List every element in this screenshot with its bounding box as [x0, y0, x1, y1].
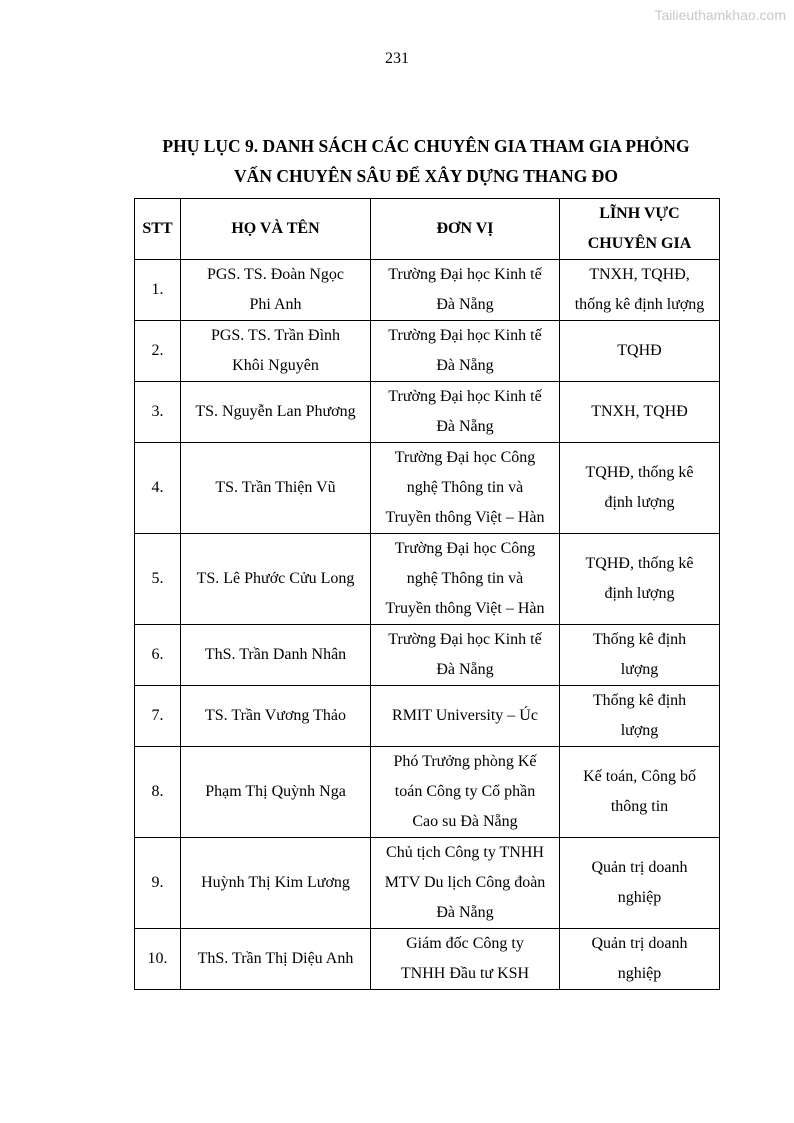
cell-name-line: PGS. TS. Đoàn Ngọc — [206, 266, 345, 283]
cell-name-line: PGS. TS. Trần Đình — [210, 327, 341, 344]
cell-name — [181, 534, 371, 625]
table-body — [135, 260, 720, 990]
cell-name — [181, 747, 371, 838]
cell-field-line: TNXH, TQHĐ, — [589, 266, 690, 283]
table-row — [135, 260, 720, 321]
cell-unit-line: Trường Đại học Kinh tế — [388, 327, 542, 344]
cell-unit-line: Phó Trưởng phòng Kế — [393, 753, 537, 770]
cell-unit-line: nghệ Thông tin và — [406, 479, 524, 496]
cell-stt: 3. — [135, 382, 181, 443]
cell-unit-line: Giám đốc Công ty — [406, 935, 524, 952]
cell-name-line: Khôi Nguyên — [232, 357, 319, 374]
table-row — [135, 443, 720, 534]
cell-stt: 5. — [135, 534, 181, 625]
cell-name-line: ThS. Trần Danh Nhân — [204, 646, 347, 663]
cell-name-line: TS. Trần Vương Thảo — [204, 707, 346, 724]
cell-stt: 6. — [135, 625, 181, 686]
title-line-1: PHỤ LỤC 9. DANH SÁCH CÁC CHUYÊN GIA THAM GIA PHỎNG — [162, 136, 690, 156]
cell-field-line: định lượng — [604, 585, 675, 602]
cell-unit-line: Trường Đại học Kinh tế — [388, 631, 542, 648]
table-row — [135, 747, 720, 838]
cell-unit-line: Đà Nẵng — [436, 357, 494, 374]
cell-stt: 8. — [135, 747, 181, 838]
table-row — [135, 534, 720, 625]
cell-unit-line: Đà Nẵng — [436, 418, 494, 435]
cell-unit-line: RMIT University – Úc — [392, 707, 538, 724]
cell-field-line: định lượng — [604, 494, 675, 511]
cell-stt: 7. — [135, 686, 181, 747]
cell-field-line: Kế toán, Công bố — [583, 768, 696, 785]
cell-unit-line: Trường Đại học Công — [394, 449, 536, 466]
header-field — [560, 199, 720, 260]
cell-unit-line: Chủ tịch Công ty TNHH — [386, 844, 544, 861]
cell-unit-line: Truyền thông Việt – Hàn — [385, 509, 545, 526]
cell-unit — [371, 625, 560, 686]
cell-field-line: nghiệp — [617, 965, 662, 982]
cell-field-line: Quản trị doanh — [591, 859, 688, 876]
cell-unit-line: Trường Đại học Kinh tế — [388, 388, 542, 405]
cell-unit — [371, 260, 560, 321]
cell-field-line: lượng — [620, 722, 659, 739]
cell-name — [181, 929, 371, 990]
cell-name — [181, 625, 371, 686]
cell-stt: 10. — [135, 929, 181, 990]
cell-field — [560, 260, 720, 321]
cell-field-line: TNXH, TQHĐ — [591, 403, 688, 420]
cell-unit — [371, 321, 560, 382]
cell-unit-line: toán Công ty Cổ phần — [394, 783, 536, 800]
cell-stt: 1. — [135, 260, 181, 321]
cell-name — [181, 260, 371, 321]
cell-name-line: Huỳnh Thị Kim Lương — [201, 874, 350, 891]
header-field-line-1: LĨNH VỰC — [599, 205, 680, 222]
cell-unit — [371, 929, 560, 990]
watermark: Tailieuthamkhao.com — [654, 7, 786, 23]
cell-name — [181, 838, 371, 929]
table-row — [135, 321, 720, 382]
cell-unit — [371, 686, 560, 747]
cell-unit-line: nghệ Thông tin và — [406, 570, 524, 587]
cell-field-line: nghiệp — [617, 889, 662, 906]
cell-name-line: Phi Anh — [249, 296, 302, 313]
cell-field-line: Thống kê định — [592, 692, 687, 709]
cell-name — [181, 382, 371, 443]
cell-field — [560, 747, 720, 838]
experts-table — [134, 198, 720, 990]
cell-stt: 4. — [135, 443, 181, 534]
cell-field — [560, 534, 720, 625]
cell-field-line: Thống kê định — [592, 631, 687, 648]
table-row — [135, 686, 720, 747]
page-number: 231 — [385, 50, 409, 67]
cell-unit-line: Truyền thông Việt – Hàn — [385, 600, 545, 617]
cell-unit-line: TNHH Đầu tư KSH — [400, 965, 530, 982]
cell-unit — [371, 534, 560, 625]
cell-unit-line: Đà Nẵng — [436, 661, 494, 678]
cell-field-line: thông tin — [610, 798, 669, 815]
cell-field-line: TQHĐ, thống kê — [585, 464, 694, 481]
cell-unit-line: MTV Du lịch Công đoàn — [384, 874, 546, 891]
cell-unit — [371, 747, 560, 838]
cell-unit — [371, 838, 560, 929]
cell-unit-line: Cao su Đà Nẵng — [412, 813, 518, 830]
cell-unit-line: Đà Nẵng — [436, 296, 494, 313]
cell-name-line: TS. Trần Thiện Vũ — [215, 479, 336, 496]
cell-name — [181, 443, 371, 534]
cell-field-line: Quản trị doanh — [591, 935, 688, 952]
title-line-2: VẤN CHUYÊN SÂU ĐỂ XÂY DỰNG THANG ĐO — [234, 166, 618, 186]
cell-stt: 2. — [135, 321, 181, 382]
table-row — [135, 929, 720, 990]
cell-name — [181, 686, 371, 747]
cell-name-line: TS. Lê Phước Cửu Long — [196, 570, 355, 587]
table-header-row — [135, 199, 720, 260]
header-stt: STT — [135, 199, 181, 260]
table-row — [135, 838, 720, 929]
cell-field — [560, 443, 720, 534]
cell-name — [181, 321, 371, 382]
cell-field-line: lượng — [620, 661, 659, 678]
cell-unit — [371, 382, 560, 443]
cell-unit-line: Trường Đại học Kinh tế — [388, 266, 542, 283]
cell-field-line: TQHĐ, thống kê — [585, 555, 694, 572]
cell-field — [560, 929, 720, 990]
header-field-line-2: CHUYÊN GIA — [587, 235, 692, 252]
cell-field-line: thống kê định lượng — [574, 296, 705, 313]
table-row — [135, 625, 720, 686]
cell-field — [560, 838, 720, 929]
cell-field — [560, 321, 720, 382]
cell-name-line: Phạm Thị Quỳnh Nga — [205, 783, 346, 800]
cell-unit-line: Đà Nẵng — [436, 904, 494, 921]
cell-stt: 9. — [135, 838, 181, 929]
cell-unit — [371, 443, 560, 534]
cell-name-line: ThS. Trần Thị Diệu Anh — [197, 950, 354, 967]
header-unit: ĐƠN VỊ — [371, 199, 560, 260]
table-row — [135, 382, 720, 443]
cell-field — [560, 625, 720, 686]
cell-field — [560, 686, 720, 747]
cell-field — [560, 382, 720, 443]
cell-field-line: TQHĐ — [617, 342, 662, 359]
cell-unit-line: Trường Đại học Công — [394, 540, 536, 557]
header-name: HỌ VÀ TÊN — [181, 199, 371, 260]
cell-name-line: TS. Nguyễn Lan Phương — [195, 403, 356, 420]
page-title — [120, 131, 732, 191]
